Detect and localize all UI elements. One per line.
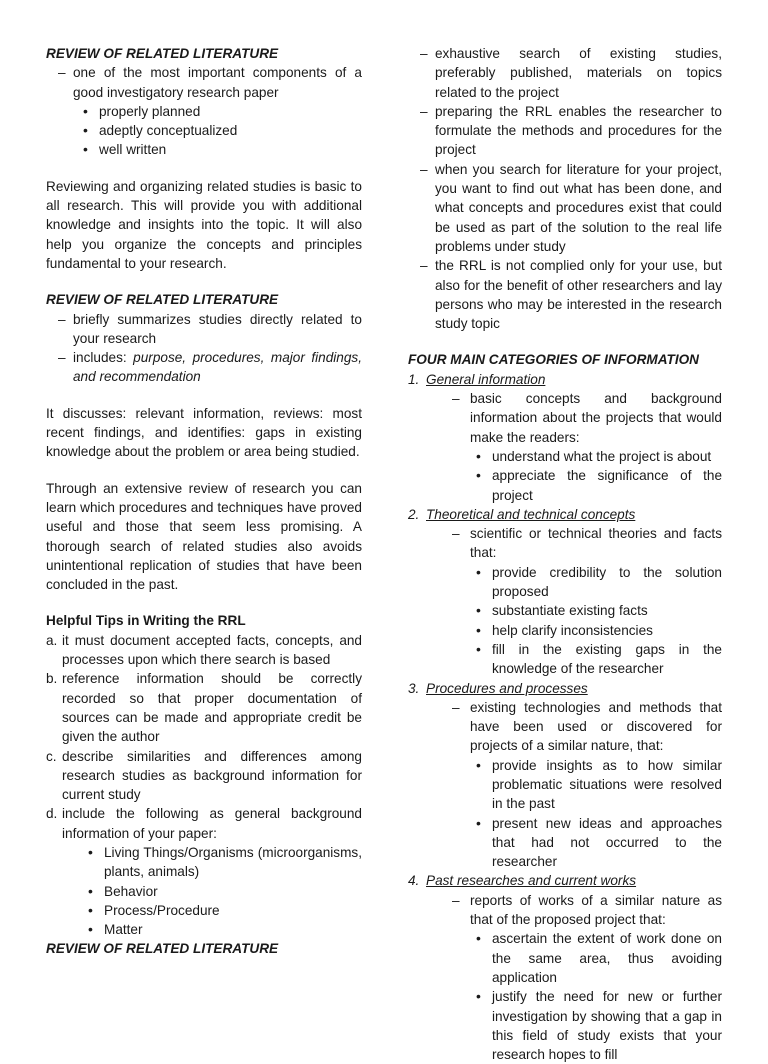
tips-heading: Helpful Tips in Writing the RRL [46, 613, 246, 629]
tip-text: describe similarities and differences among research studies as background information for current study [62, 748, 362, 803]
category-dash-item: – existing technologies and methods that have been used or discovered for projects of a similar nature, that: [426, 698, 722, 756]
category-bullet: • substantiate existing facts [426, 601, 722, 620]
rrl-1-bullet: • properly planned [46, 102, 362, 121]
tip-marker: b. [46, 671, 58, 687]
rrl-2-dash-list [46, 310, 362, 387]
includes-list: purpose, procedures, major findings, and recommendation [73, 350, 363, 385]
tip-text: reference information should be correctly recorded so that proper documentation of sources can be made and appropriate credit be given the author [62, 671, 362, 745]
category-marker: 3. [408, 680, 420, 696]
rrl-2-dash-item [46, 348, 362, 387]
rrl-2-dash-item: – briefly summarizes studies directly related to your research [46, 310, 362, 349]
background-info-bullet: • Living Things/Organisms (microorganisms, plants, animals) [62, 843, 362, 882]
category-dash-list [426, 389, 722, 447]
category-bullet: • understand what the project is about [426, 447, 722, 466]
rrl-continued-dash-item: – when you search for literature for your project, you want to find out what has been done, and what concepts and procedures exist that could be used as part of the solution to the real life problems under study [408, 160, 722, 256]
tip-item [46, 804, 362, 939]
left-column [46, 44, 362, 959]
category-bullet-list [426, 929, 722, 1064]
tip-text: include the following as general background information of your paper: [62, 806, 362, 841]
rrl-heading-3: REVIEW OF RELATED LITERATURE [46, 941, 279, 957]
category-title: Procedures and processes [426, 680, 588, 696]
rrl-1-dash-item: – one of the most important components of a good investigatory research paper [46, 63, 362, 102]
category-bullet: • justify the need for new or further investigation by showing that a gap in this field of study exists that your research hopes to fill [426, 987, 722, 1064]
category-dash-item: – basic concepts and background information about the projects that would make the readers: [426, 389, 722, 447]
category-marker: 2. [408, 506, 420, 522]
tip-item [46, 747, 362, 805]
category-bullet-list [426, 756, 722, 872]
rrl-1-bullet: • well written [46, 140, 362, 159]
rrl-1-dash-list [46, 63, 362, 102]
category-bullet: • present new ideas and approaches that had not occurred to the researcher [426, 814, 722, 872]
categories-list [408, 370, 722, 1064]
rrl-continued-dash-item: – the RRL is not complied only for your use, but also for the benefit of other researchers and lay persons who may be interested in the research study topic [408, 256, 722, 333]
category-item [408, 505, 722, 679]
tip-text: it must document accepted facts, concepts, and processes upon which there search is based [62, 632, 362, 668]
category-bullet: • appreciate the significance of the project [426, 466, 722, 505]
category-bullet-list [426, 563, 722, 679]
category-title: Past researches and current works [426, 873, 637, 889]
background-info-bullet: • Behavior [62, 882, 362, 901]
background-info-bullet: • Matter [62, 920, 362, 939]
background-info-bullet: • Process/Procedure [62, 901, 362, 920]
rrl-heading-2: REVIEW OF RELATED LITERATURE [46, 292, 279, 308]
right-column [408, 44, 722, 1064]
tip-marker: a. [46, 632, 58, 648]
category-bullet: • ascertain the extent of work done on the same area, thus avoiding application [426, 929, 722, 987]
category-bullet: • provide insights as to how similar problematic situations were resolved in the past [426, 756, 722, 814]
category-dash-item: – reports of works of a similar nature as that of the proposed project that: [426, 891, 722, 930]
categories-heading: FOUR MAIN CATEGORIES OF INFORMATION [408, 352, 699, 368]
extensive-review-paragraph: Through an extensive review of research you can learn which procedures and techniques have proved useful and those that seem less promising. A thorough search of related studies also avoids unintentional replication of studies that have been concluded in the past. [46, 480, 362, 593]
discusses-paragraph: It discusses: relevant information, reviews: most recent findings, and identifies: gaps in existing knowledge about the problem or area being studied. [46, 405, 362, 460]
category-dash-list [426, 891, 722, 930]
tips-list [46, 631, 362, 940]
rrl-heading-1: REVIEW OF RELATED LITERATURE [46, 46, 279, 61]
category-item [408, 370, 722, 505]
category-bullet: • help clarify inconsistencies [426, 621, 722, 640]
background-info-list [62, 843, 362, 939]
rrl-1-bullet: • adeptly conceptualized [46, 121, 362, 140]
rrl-continued-dash-list [408, 44, 722, 333]
category-bullet: • provide credibility to the solution proposed [426, 563, 722, 602]
intro-paragraph: Reviewing and organizing related studies is basic to all research. This will provide you with additional knowledge and insights into the topic. It will also help you organize the concepts and principles fundamental to your research. [46, 178, 362, 271]
category-item [408, 679, 722, 872]
category-dash-item: – scientific or technical theories and facts that: [426, 524, 722, 563]
rrl-continued-dash-item: – preparing the RRL enables the researcher to formulate the methods and procedures for the project [408, 102, 722, 160]
category-title: General information [426, 371, 546, 387]
tip-marker: d. [46, 806, 58, 822]
rrl-continued-dash-item: – exhaustive search of existing studies, preferably published, materials on topics related to the project [408, 44, 722, 102]
category-marker: 4. [408, 873, 420, 889]
category-item [408, 871, 722, 1064]
category-marker: 1. [408, 371, 420, 387]
tip-item [46, 669, 362, 746]
category-bullet-list [426, 447, 722, 505]
rrl-1-bullet-list [46, 102, 362, 160]
category-dash-list [426, 524, 722, 563]
category-dash-list [426, 698, 722, 756]
tip-marker: c. [46, 748, 57, 764]
category-title: Theoretical and technical concepts [426, 506, 636, 522]
category-bullet: • fill in the existing gaps in the knowledge of the researcher [426, 640, 722, 679]
includes-label: includes: [73, 350, 134, 366]
tip-item [46, 631, 362, 670]
